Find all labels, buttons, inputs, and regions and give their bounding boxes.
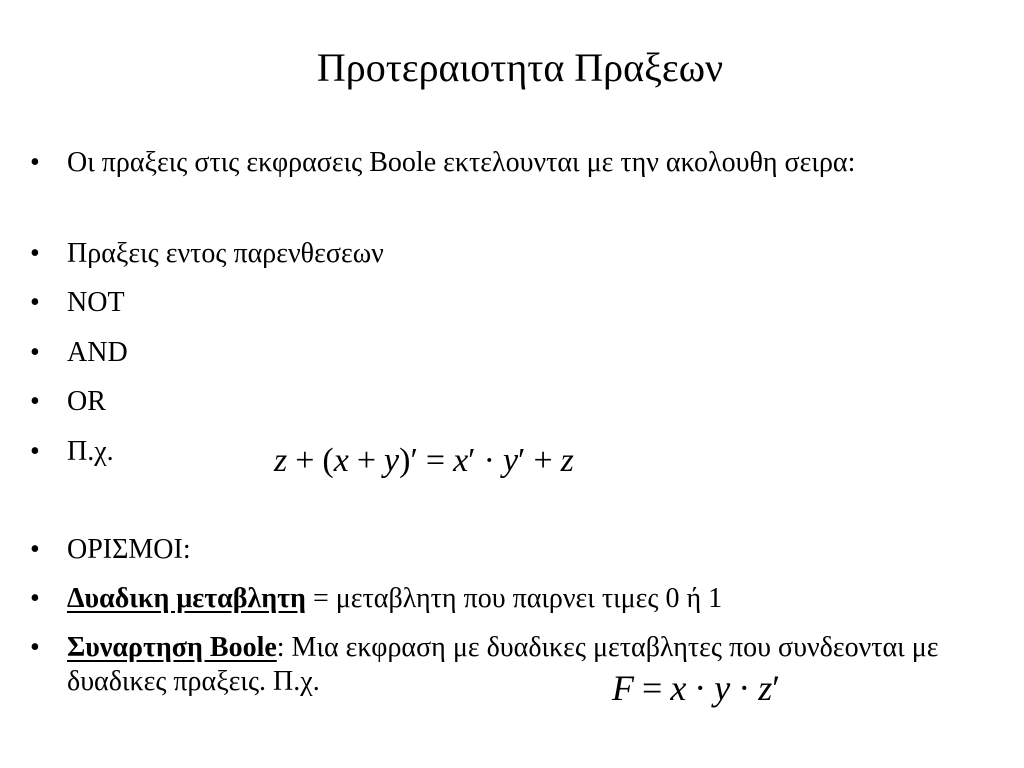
formula-operator: + xyxy=(356,442,377,479)
formula-symbol: z xyxy=(758,668,773,708)
bullet-text: ΟΡΙΣΜΟΙ: xyxy=(67,534,191,565)
bullet-icon: • xyxy=(30,386,40,417)
bullet-icon: • xyxy=(30,238,40,269)
formula-operator: · xyxy=(738,668,751,708)
formula-example xyxy=(274,441,574,481)
bullet-item-definitions xyxy=(30,533,970,567)
formula-symbol: x xyxy=(670,668,687,708)
bullet-icon: • xyxy=(30,337,40,368)
formula-symbol: y xyxy=(384,442,400,479)
formula-symbol: y xyxy=(714,668,731,708)
formula-prime: ′ xyxy=(772,668,781,708)
formula-symbol: z xyxy=(560,442,574,479)
bullet-item-parentheses xyxy=(30,237,970,271)
formula-symbol: z xyxy=(274,442,288,479)
formula-symbol: x xyxy=(453,442,469,479)
formula-symbol: ) xyxy=(399,442,411,479)
formula-operator: = xyxy=(425,442,446,479)
bullet-text: Π.χ. xyxy=(67,436,114,467)
slide-title: Προτεραιοτητα Πραξεων xyxy=(316,45,724,90)
formula-symbol: F xyxy=(612,668,634,708)
formula-operator: + xyxy=(533,442,553,479)
formula-symbol: x xyxy=(333,442,349,479)
bullet-item-order-intro xyxy=(30,146,970,180)
formula-prime: ′ xyxy=(518,442,526,479)
formula-operator: = xyxy=(642,668,663,708)
formula-operator: + xyxy=(295,442,315,479)
bullet-text: Πραξεις εντος παρενθεσεων xyxy=(67,238,384,269)
bullet-item-binary-variable xyxy=(30,582,970,616)
bullet-text: OR xyxy=(67,386,106,417)
definition-term: Δυαδικη μεταβλητη xyxy=(67,583,306,614)
formula-operator: · xyxy=(694,668,707,708)
bullet-text xyxy=(67,582,970,616)
bullet-item-boolean-function xyxy=(30,631,970,699)
bullet-item-or xyxy=(30,385,970,419)
formula-definition xyxy=(612,668,780,708)
definition-text: = μεταβλητη που παιρνει τιμες 0 ή 1 xyxy=(305,583,723,614)
bullet-text xyxy=(67,631,970,699)
bullet-item-not xyxy=(30,286,970,320)
formula-operator: · xyxy=(483,442,495,479)
bullet-text: NOT xyxy=(67,287,125,318)
bullet-icon: • xyxy=(30,534,40,565)
bullet-icon: • xyxy=(30,583,40,614)
bullet-icon: • xyxy=(30,436,40,467)
bullet-text: Οι πραξεις στις εκφρασεις Boole εκτελουνται με την ακολουθη σειρα: xyxy=(67,147,856,178)
bullet-icon: • xyxy=(30,287,40,318)
formula-symbol: ( xyxy=(322,442,334,479)
bullet-icon: • xyxy=(30,632,40,663)
formula-prime: ′ xyxy=(468,442,476,479)
definition-term: Συναρτηση Boole xyxy=(67,632,277,663)
bullet-item-and xyxy=(30,336,970,370)
formula-prime: ′ xyxy=(410,442,418,479)
bullet-icon: • xyxy=(30,147,40,178)
formula-symbol: y xyxy=(502,442,519,479)
bullet-text: AND xyxy=(67,337,128,368)
definition-text: : Μια εκφραση με δυαδικες μεταβλητες που συνδεονται με δυαδικες πραξεις. Π.χ. xyxy=(67,632,939,697)
